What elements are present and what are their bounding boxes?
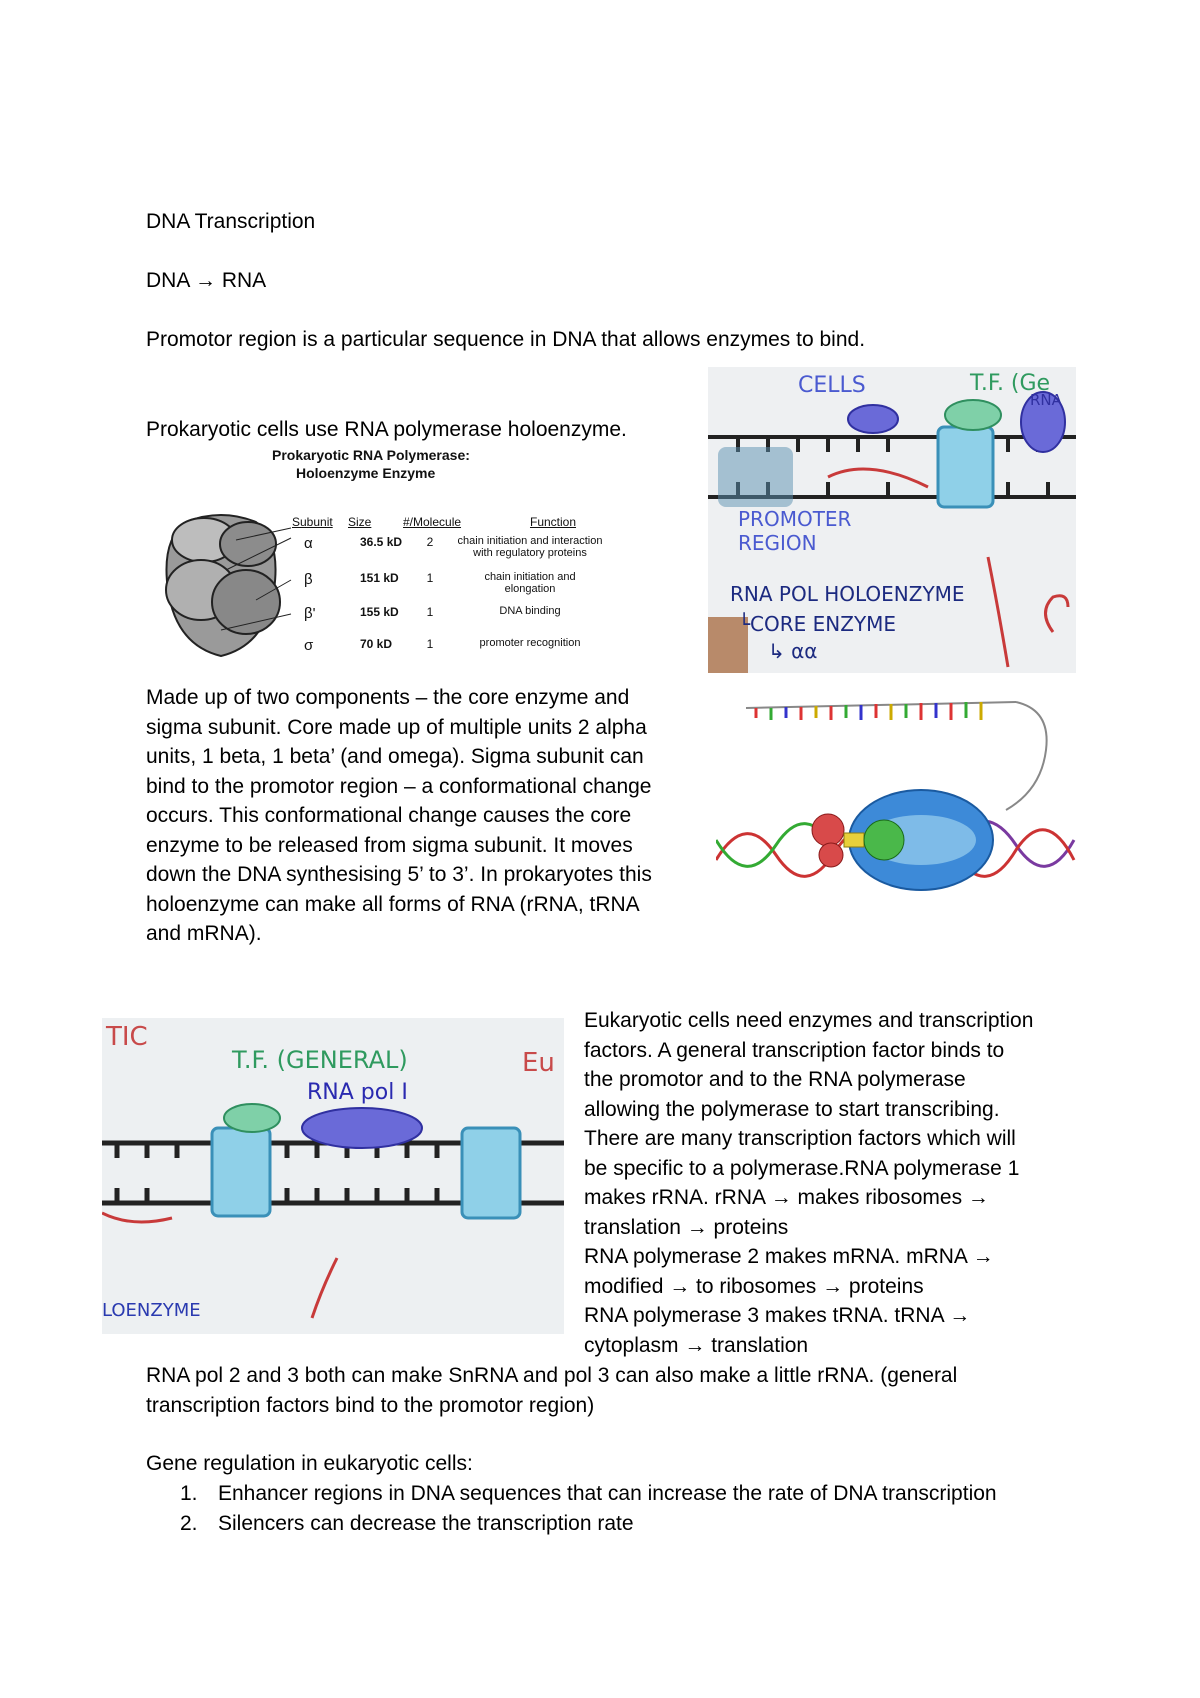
eukaryotic-paragraph: Eukaryotic cells need enzymes and transcription factors. A general transcription factor binds to the promotor and to the RNA polymerase allowing the polymerase to start transcribing. There are many transcription factors which will be specific to a polymerase.RNA polymerase 1 makes rRNA. rRNA → makes ribosomes → translation → proteins RNA polymerase 2 makes mRNA. mRNA → modified → to ribosomes → proteins RNA polymerase 3 makes tRNA. tRNA → cytoplasm → translation: [584, 1009, 1034, 1357]
header-size: Size: [348, 515, 372, 529]
wb-cells-label: CELLS: [798, 373, 866, 398]
wb-tf-label: T.F. (Ge: [970, 371, 1051, 396]
wb-tic-label: TIC: [106, 1022, 148, 1052]
holoenzyme-figure: [146, 445, 626, 660]
wb-tf-general-label: T.F. (GENERAL): [232, 1046, 408, 1074]
table-row: β 151 kD 1 chain initiation and elongation: [304, 571, 576, 595]
promotor-sentence: Promotor region is a particular sequence in DNA that allows enzymes to bind.: [146, 328, 866, 351]
wb-rnapol-label: RNA pol I: [307, 1080, 408, 1105]
figure-title-line2: Holoenzyme Enzyme: [296, 465, 436, 481]
subunit-table: [292, 535, 626, 660]
gene-regulation-heading: Gene regulation in eukaryotic cells:: [146, 1452, 473, 1475]
wb-holoenzyme-label: RNA POL HOLOENZYME: [730, 582, 965, 606]
polymerase-illustration: [146, 510, 296, 660]
wb-core-label: └CORE ENZYME: [738, 612, 897, 636]
wb-promoter-label: PROMOTER REGION: [738, 507, 852, 555]
header-function: Function: [529, 515, 577, 529]
page-title: DNA Transcription: [146, 210, 316, 233]
gene-regulation-list: [180, 1479, 997, 1538]
wb-holoenzyme-label: LOENZYME: [102, 1300, 201, 1321]
table-row: σ 70 kD 1 promoter recognition: [304, 637, 581, 654]
prokaryotic-intro: Prokaryotic cells use RNA polymerase holoenzyme.: [146, 418, 627, 441]
whiteboard-photo-bottom: [102, 1018, 564, 1334]
header-molecule: #/Molecule: [403, 515, 462, 529]
wb-eu-label: Eu: [522, 1048, 555, 1078]
list-item: 2. Silencers can decrease the transcription rate: [180, 1511, 634, 1535]
table-row: β' 155 kD 1 DNA binding: [304, 605, 561, 622]
table-row: α 36.5 kD 2 chain initiation and interaction with regulatory proteins: [304, 535, 603, 559]
dna-to-rna-line: DNA → RNA: [146, 269, 267, 292]
wb-rna-label: RNA: [1030, 391, 1062, 409]
figure-title-line1: Prokaryotic RNA Polymerase:: [272, 447, 470, 463]
wb-sub-label: ↳ αα: [768, 639, 818, 663]
pol-paragraph: RNA pol 2 and 3 both can make SnRNA and pol 3 can also make a little rRNA. (general transcription factors bind to the promotor region): [146, 1364, 958, 1417]
whiteboard-photo-top: [708, 367, 1076, 673]
list-item: 1. Enhancer regions in DNA sequences that can increase the rate of DNA transcription: [180, 1482, 997, 1505]
header-subunit: Subunit: [292, 515, 333, 529]
prokaryotic-paragraph: Made up of two components – the core enzyme and sigma subunit. Core made up of multiple units 2 alpha units, 1 beta, 1 beta’ (and omega). Sigma subunit can bind to the promotor region – a conformational change occurs. This conformational change causes the core enzyme to be released from sigma subunit. It moves down the DNA synthesising 5’ to 3’. In prokaryotes this holoenzyme can make all forms of RNA (rRNA, tRNA and mRNA).: [146, 686, 652, 945]
dna-polymerase-diagram: [716, 690, 1076, 905]
